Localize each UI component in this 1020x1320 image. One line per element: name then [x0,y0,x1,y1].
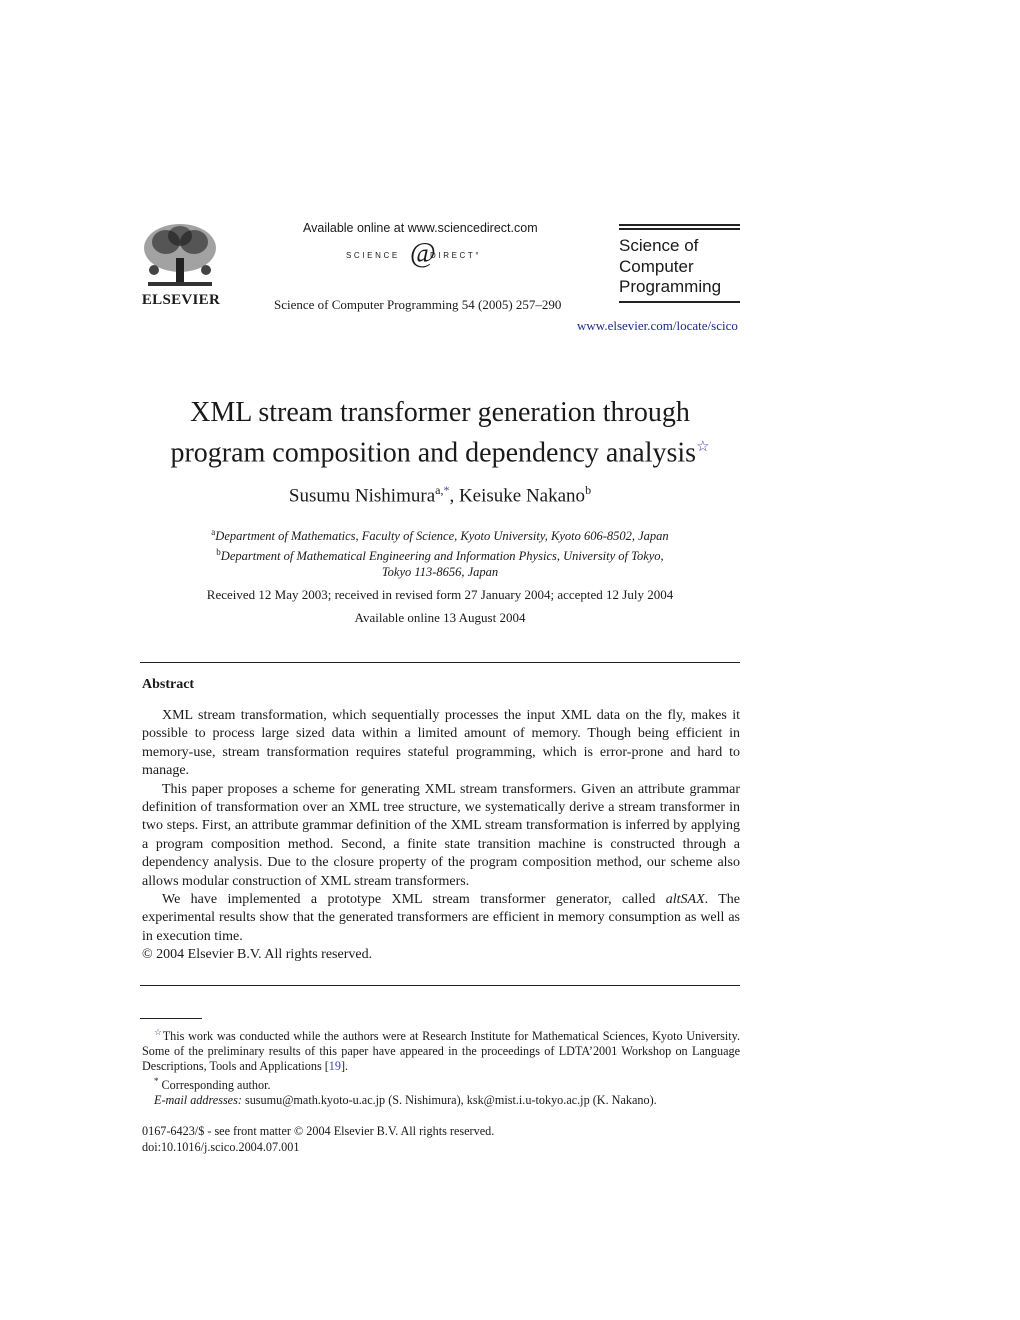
elsevier-logo [140,222,222,312]
author-name: Susumu Nishimura [288,485,436,507]
affiliation-b: $^b$Department of Mathematical Engineering and Information Physics, University of Tokyo, [216,547,664,564]
journal-logo-line: Programming [619,277,722,296]
reference-link[interactable]: 19 [328,1059,341,1074]
copyright-notice: © 2004 Elsevier B.V. All rights reserved. [142,947,373,963]
footnotes [142,1025,740,1108]
affiliations [140,524,740,580]
email-addresses[interactable]: susumu@math.kyoto-u.ac.jp (S. Nishimura), ksk@mist.i.u-tokyo.ac.jp (K. Nakano). [244,1093,657,1108]
abstract-heading: Abstract [142,677,195,692]
elsevier-tree-icon [140,222,220,290]
issn-notice: 0167-6423/$ - see front matter © 2004 Elsevier B.V. All rights reserved. [142,1124,495,1138]
author-name: Keisuke Nakano [458,485,586,507]
journal-logo-rule [619,228,740,230]
divider [140,662,740,663]
available-online-date: Available online 13 August 2004 [354,610,526,625]
doi-link[interactable]: doi:10.1016/j.scico.2004.07.001 [142,1140,300,1154]
abstract-body [142,707,740,965]
corresponding-author-link[interactable]: * [443,483,450,497]
divider [140,985,740,986]
abstract-paragraph: This paper proposes a scheme for generating XML stream transformers. Given an attribute grammar definition of transformation over an XML tree structure, we systematically derive a stream transformer in two steps. First, an attribute grammar definition of the XML stream transformation is inferred by applying a program composition method. Second, a finite state transition machine is constructed through a dependency analysis. Due to the closure property of the program composition method, our scheme also allows modular construction of XML stream transformers. [142,781,740,889]
journal-logo-rule [619,224,740,226]
history-dates: Received 12 May 2003; received in revised form 27 January 2004; accepted 12 July 2004 [206,587,674,602]
author-affil-mark: b [585,483,592,497]
title-line: XML stream transformer generation through [190,397,690,428]
affiliation-a: $^a$Department of Mathematics, Faculty of Science, Kyoto University, Kyoto 606-8502, Japan [211,527,669,544]
abstract-paragraph: We have implemented a prototype XML stream transformer generator, called altSAX. The experimental results show that the generated transformers are efficient in memory consumption as well as in execution time. [142,892,740,944]
available-online-note: Available online at www.sciencedirect.com [303,221,538,235]
sd-logo-left: SCIENCE [346,251,400,260]
sciencedirect-logo [346,240,496,272]
author-list: Susumu Nishimura$^{a,*}$, Keisuke Nakano$^b$ [288,483,592,507]
journal-logo-title [619,236,740,298]
author-affil-mark: a, [435,483,444,497]
affiliation-b-cont: Tokyo 113-8656, Japan [381,565,499,580]
sd-logo-right: DIRECT° [430,251,482,260]
footnote-corresponding: * Corresponding author. [154,1076,271,1093]
journal-logo-rule [619,301,740,303]
publisher-name: ELSEVIER [141,292,221,308]
abstract-paragraph: XML stream transformation, which sequentially processes the input XML data on the fly, makes it possible to process large sized data within a limited amount of memory. Though being efficient in memory-use, stream transformation requires stateful programming, which is error-prone and hard to manage. [142,708,740,779]
footnote-rule [140,1018,202,1019]
journal-citation: Science of Computer Programming 54 (2005) 257–290 [274,297,562,312]
title-line: program composition and dependency analysis☆ [170,437,710,469]
journal-logo-line: Computer [619,256,694,276]
issn-line [142,1123,494,1155]
title-footnote-star-link[interactable]: ☆ [696,439,710,455]
paper-title [140,395,740,470]
footnote-emails: E-mail addresses: susumu@math.kyoto-u.ac.jp (S. Nishimura), ksk@mist.i.u-tokyo.ac.jp (K. Nakano). [154,1093,657,1108]
tool-name: altSAX [665,892,705,908]
footnote-star: ☆This work was conducted while the authors were at Research Institute for Mathematical Sciences, Kyoto University. Some of the preliminary results of this paper have appeared in the proceedings of LDTA’2001 Workshop on Language Descriptions, Tools and Applications [19]. [142,1027,740,1074]
journal-logo-line: Science of [619,236,699,255]
journal-logo [619,224,740,303]
journal-url-link[interactable]: www.elsevier.com/locate/scico [577,318,738,333]
sd-logo-at-icon: @ [410,238,436,269]
